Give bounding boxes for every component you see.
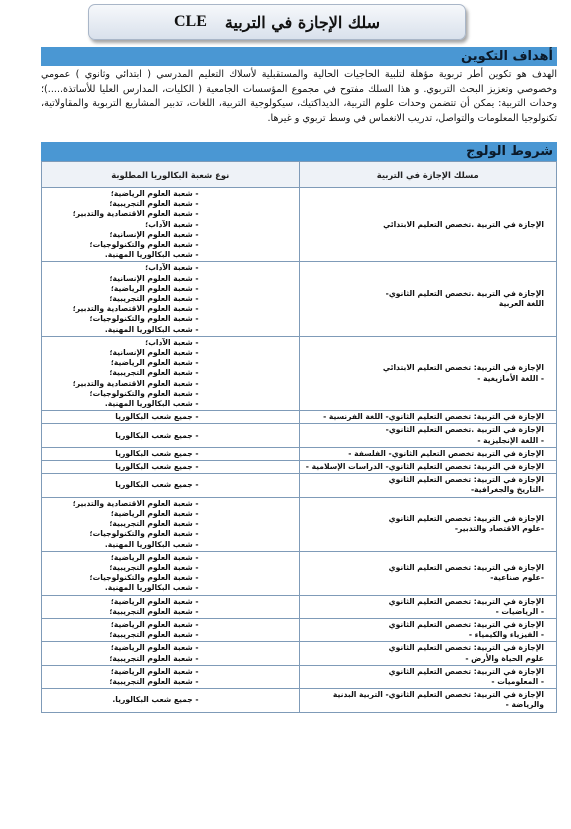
program-path-line: علوم الحياة والأرض -	[465, 653, 544, 663]
branch-item: - شعبة العلوم التجريبية؛	[109, 676, 199, 686]
branch-item: - جميع شعب البكالوريا.	[112, 695, 199, 705]
program-path-line: الإجازة في التربية: تخصص التعليم الثانوي- التربية البدنية والرياضة -	[332, 690, 544, 710]
required-branches-cell	[42, 474, 300, 497]
branch-item: - شعب البكالوريا المهنية.	[104, 583, 199, 593]
program-path-cell	[299, 411, 557, 424]
required-branches-cell	[42, 461, 300, 474]
program-path-cell	[299, 618, 557, 641]
branch-item: - شعبة العلوم والتكنولوجيات؛	[89, 529, 199, 539]
program-path-cell	[299, 262, 557, 336]
required-branches-cell	[42, 336, 300, 410]
branch-item: - شعبة العلوم الرياضية؛	[110, 666, 199, 676]
table-header-row	[42, 162, 557, 188]
branch-item: - شعبة العلوم التجريبية؛	[109, 294, 199, 304]
program-path-cell	[299, 689, 557, 712]
objectives-paragraph: الهدف هو تكوين أطر تربوية مؤهلة لتلبية الحاجيات الحالية والمستقبلية لأسلاك التعليم المدرسي ( ابتدائي وثانوي ) عمومي وخصوصي وتعزيز البحث التربوي. و هذا السلك مفتوح في مجموع المؤسسات الجامعية ( الكليات، المدارس العليا للأساتذة.....)؛ وحدات التربية: يمكن أن تتضمن وحدات علوم التربية، الديداكتيك، سيكولوجية التربية، اللغات، تدبير المشاريع التربوية والمقاولاتية، تكنولوجيا المعلومات والتواصل، تدريب الانغماس في وسط تربوي و غيرها.	[41, 69, 557, 124]
program-path-line: - المعلوميات -	[491, 676, 544, 686]
required-branches-cell	[42, 595, 300, 618]
branch-list	[81, 462, 199, 472]
branch-item: - شعب البكالوريا المهنية.	[104, 399, 199, 409]
admission-table	[41, 161, 557, 713]
table-row	[42, 551, 557, 595]
branch-item: - جميع شعب البكالوريا	[115, 448, 199, 458]
branch-item: - شعبة العلوم الاقتصادية والتدبير؛	[72, 304, 199, 314]
program-path-cell	[299, 551, 557, 595]
branch-list	[81, 412, 199, 422]
branch-item: - شعبة العلوم الإنسانية؛	[109, 348, 199, 358]
branch-list	[81, 643, 199, 663]
required-branches-cell	[42, 551, 300, 595]
title-banner	[88, 4, 466, 40]
program-path-line: الإجازة في التربية تخصص التعليم الثانوي- الفلسفة -	[348, 448, 544, 458]
branch-item: - شعبة العلوم الرياضية؛	[110, 552, 199, 562]
branch-item: - شعبة العلوم والتكنولوجيات؛	[89, 240, 199, 250]
required-branches-cell	[42, 665, 300, 688]
program-path-line: - الفيزياء والكيمياء -	[468, 630, 544, 640]
table-row	[42, 595, 557, 618]
branch-item: - شعبة العلوم والتكنولوجيات؛	[89, 573, 199, 583]
program-path-line: الإجازة في التربية: تخصص التعليم الثانوي	[388, 666, 544, 676]
program-path-cell	[299, 642, 557, 665]
branch-item: - شعبة الآداب؛	[145, 263, 199, 273]
column-header-path: مسلك الإجازة في التربية	[299, 162, 557, 188]
branch-list	[81, 553, 199, 594]
branch-item: - شعب البكالوريا المهنية.	[104, 250, 199, 260]
branch-item: - شعب البكالوريا المهنية.	[104, 539, 199, 549]
table-row	[42, 461, 557, 474]
program-path-line: الإجازة في التربية: تخصص التعليم الثانوي	[388, 596, 544, 606]
branch-list	[81, 667, 199, 687]
section-heading-admission: شروط الولوج	[41, 142, 557, 161]
branch-item: - شعبة العلوم الإنسانية؛	[109, 273, 199, 283]
table-row	[42, 497, 557, 551]
branch-list	[72, 263, 199, 334]
program-path-cell	[299, 461, 557, 474]
program-code: CLE	[173, 13, 207, 30]
branch-item: - شعبة العلوم الرياضية؛	[110, 596, 199, 606]
branch-list	[72, 498, 199, 550]
program-path-cell	[299, 595, 557, 618]
program-path-line: الإجازة في التربية: تخصص التعليم الثانوي	[388, 475, 544, 485]
program-path-line: - الرياضيات -	[495, 606, 544, 616]
branch-item: - شعبة العلوم الاقتصادية والتدبير؛	[72, 498, 199, 508]
required-branches-cell	[42, 424, 300, 447]
program-path-cell	[299, 665, 557, 688]
program-path-line: الإجازة في التربية: تخصص التعليم الابتدائي	[382, 363, 544, 373]
program-path-line: الإجازة في التربية: تخصص التعليم الثانوي- الدراسات الإسلامية -	[305, 462, 544, 472]
branch-item: - شعبة العلوم الرياضية؛	[110, 283, 199, 293]
table-row	[42, 262, 557, 336]
program-path-cell	[299, 424, 557, 447]
branch-item: - شعبة العلوم التجريبية؛	[109, 606, 199, 616]
branch-item: - شعبة العلوم والتكنولوجيات؛	[89, 314, 199, 324]
required-branches-cell	[42, 497, 300, 551]
required-branches-cell	[42, 689, 300, 712]
branch-item: - شعب البكالوريا المهنية.	[104, 324, 199, 334]
program-path-line: الإجازة في التربية: تخصص التعليم الثانوي	[388, 643, 544, 653]
required-branches-cell	[42, 447, 300, 460]
table-row	[42, 336, 557, 410]
required-branches-cell	[42, 642, 300, 665]
table-row	[42, 642, 557, 665]
table-row	[42, 689, 557, 712]
branch-item: - شعبة العلوم الرياضية؛	[110, 189, 199, 198]
required-branches-cell	[42, 262, 300, 336]
table-row	[42, 665, 557, 688]
branch-item: - جميع شعب البكالوريا	[115, 412, 199, 422]
page-title: سلك الإجازة في التربية	[224, 12, 381, 32]
table-row	[42, 188, 557, 262]
program-path-line: الإجازة في التربية: تخصص التعليم الثانوي	[388, 562, 544, 572]
branch-item: - شعبة العلوم التجريبية؛	[109, 562, 199, 572]
branch-list	[81, 620, 199, 640]
branch-list	[81, 431, 199, 441]
program-path-line: -علوم صناعية-	[490, 573, 544, 583]
branch-list	[72, 189, 199, 260]
program-path-line: الإجازة في التربية .تخصص التعليم الابتدائي	[383, 219, 544, 229]
program-path-cell	[299, 336, 557, 410]
branch-item: - جميع شعب البكالوريا	[115, 480, 199, 490]
required-branches-cell	[42, 411, 300, 424]
program-path-line: الإجازة في التربية: تخصص التعليم الثانوي	[388, 513, 544, 523]
required-branches-cell	[42, 188, 300, 262]
required-branches-cell	[42, 618, 300, 641]
table-body	[42, 188, 557, 713]
branch-item: - جميع شعب البكالوريا	[115, 462, 199, 472]
section-heading-objectives: أهداف التكوين	[41, 47, 557, 66]
branch-item: - شعبة العلوم الرياضية؛	[110, 619, 199, 629]
program-path-line: -علوم الاقتصاد والتدبير-	[454, 524, 544, 534]
program-path-line: -التاريخ والجغرافية-	[471, 485, 544, 495]
program-path-line: الإجازة في التربية .تخصص التعليم الثانوي-	[385, 288, 544, 298]
program-path-line: الإجازة في التربية .تخصص التعليم الثانوي-	[385, 425, 544, 435]
branch-item: - شعبة العلوم الرياضية؛	[110, 643, 199, 653]
program-path-cell	[299, 188, 557, 262]
branch-item: - شعبة العلوم التجريبية؛	[109, 368, 199, 378]
branch-item: - شعبة العلوم التجريبية؛	[109, 199, 199, 209]
program-path-line: - اللغة الأمازيغية -	[477, 373, 544, 383]
program-path-cell	[299, 474, 557, 497]
branch-item: - شعبة العلوم التجريبية؛	[109, 630, 199, 640]
branch-item: - شعبة العلوم الرياضية؛	[110, 508, 199, 518]
table-row	[42, 447, 557, 460]
branch-item: - شعبة الآداب؛	[145, 337, 199, 347]
branch-item: - جميع شعب البكالوريا	[115, 430, 199, 440]
branch-item: - شعبة العلوم الإنسانية؛	[109, 229, 199, 239]
table-row	[42, 411, 557, 424]
table-row	[42, 618, 557, 641]
branch-item: - شعبة العلوم الرياضية؛	[110, 358, 199, 368]
branch-list	[81, 597, 199, 617]
program-path-line: الإجازة في التربية: تخصص التعليم الثانوي- اللغة الفرنسية -	[323, 412, 544, 422]
program-path-cell	[299, 447, 557, 460]
branch-item: - شعبة العلوم التجريبية؛	[109, 653, 199, 663]
column-header-branches: نوع شعبة البكالوريا المطلوبة	[42, 162, 300, 188]
branch-list	[81, 449, 199, 459]
table-row	[42, 474, 557, 497]
branch-item: - شعبة العلوم الاقتصادية والتدبير؛	[72, 378, 199, 388]
branch-item: - شعبة العلوم والتكنولوجيات؛	[89, 388, 199, 398]
branch-list	[81, 695, 199, 705]
table-row	[42, 424, 557, 447]
branch-item: - شعبة الآداب؛	[145, 219, 199, 229]
program-path-line: الإجازة في التربية: تخصص التعليم الثانوي	[388, 619, 544, 629]
branch-item: - شعبة العلوم التجريبية؛	[109, 519, 199, 529]
branch-item: - شعبة العلوم الاقتصادية والتدبير؛	[72, 209, 199, 219]
program-path-line: اللغة العربية	[498, 299, 544, 309]
branch-list	[72, 337, 199, 409]
program-path-line: - اللغة الإنجليزية -	[477, 435, 544, 445]
program-path-cell	[299, 497, 557, 551]
branch-list	[81, 480, 199, 490]
